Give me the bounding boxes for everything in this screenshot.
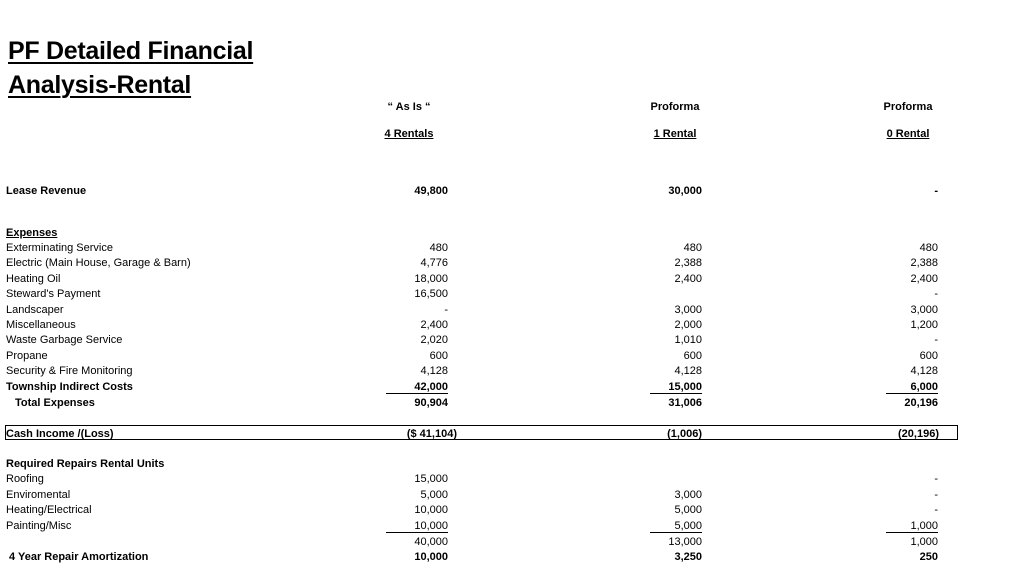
repair-row-col-2: 5,000	[674, 519, 702, 532]
column-subheader-2: 1 Rental	[653, 128, 697, 140]
amortization-col-3: 250	[919, 551, 938, 563]
underline-col-1	[386, 393, 448, 394]
repair-row-col-1: 5,000	[420, 488, 448, 501]
expense-row-col-1: 18,000	[414, 272, 448, 285]
township-label: Township Indirect Costs	[6, 380, 133, 393]
expense-row-col-2: 2,388	[674, 257, 702, 270]
cash-income-col-3: (20,196)	[898, 428, 939, 440]
repair-row-col-3: -	[934, 504, 938, 517]
total-expenses-col-2: 31,006	[668, 396, 702, 409]
expense-row-col-3: 600	[919, 349, 938, 362]
expense-row-label: Exterminating Service	[6, 242, 113, 254]
repair-row-col-3: 1,000	[910, 519, 938, 532]
repair-row-col-2: 5,000	[674, 504, 702, 517]
repairs-underline-col-2	[650, 532, 702, 533]
repair-row-col-3: -	[934, 473, 938, 485]
column-subheader-1: 4 Rentals	[384, 128, 434, 140]
underline-col-2	[650, 393, 702, 394]
expense-row-label: Miscellaneous	[6, 319, 76, 331]
repair-row-label: Painting/Misc	[6, 519, 72, 532]
repair-row-col-1: 15,000	[414, 473, 448, 485]
expense-row-col-2: 2,400	[674, 272, 702, 285]
expense-row-col-3: -	[934, 334, 938, 347]
expense-row-col-1: 4,128	[420, 365, 448, 378]
expense-row-col-3: 2,388	[910, 257, 938, 270]
expense-row-col-2: 3,000	[674, 303, 702, 316]
repairs-subtotal-col-1: 40,000	[414, 536, 448, 548]
township-col-1: 42,000	[414, 380, 448, 393]
expense-row-label: Security & Fire Monitoring	[6, 365, 133, 378]
expense-row-col-3: 2,400	[910, 272, 938, 285]
repair-row-col-1: 10,000	[414, 504, 448, 517]
cash-income-label: Cash Income /(Loss)	[6, 428, 114, 440]
expense-row-label: Steward's Payment	[6, 288, 101, 301]
amortization-label: 4 Year Repair Amortization	[9, 551, 149, 563]
repair-row-col-2: 3,000	[674, 488, 702, 501]
expense-row-col-1: 480	[429, 242, 448, 254]
page-title	[8, 34, 253, 102]
cash-income-col-2: (1,006)	[667, 428, 702, 440]
expense-row-col-3: 3,000	[910, 303, 938, 316]
lease-revenue-label: Lease Revenue	[6, 185, 87, 197]
total-expenses-col-3: 20,196	[904, 396, 938, 409]
expense-row-col-3: -	[934, 288, 938, 301]
expense-row-label: Heating Oil	[6, 272, 61, 285]
expense-row-col-2: 2,000	[674, 319, 702, 331]
repair-row-label: Enviromental	[6, 488, 71, 501]
title-line-1: PF Detailed Financial	[8, 37, 254, 65]
expense-row-col-1: -	[444, 303, 448, 316]
township-col-2: 15,000	[668, 380, 702, 393]
repairs-underline-col-1	[386, 532, 448, 533]
amortization-col-1: 10,000	[414, 551, 448, 563]
lease-revenue-col-2: 30,000	[668, 185, 702, 197]
total-expenses-label: Total Expenses	[15, 396, 95, 409]
expense-row-label: Electric (Main House, Garage & Barn)	[6, 257, 191, 270]
expense-row-label: Landscaper	[6, 303, 64, 316]
repairs-heading: Required Repairs Rental Units	[6, 458, 165, 470]
column-header-2: Proforma	[650, 101, 700, 113]
expense-row-col-1: 2,400	[420, 319, 448, 331]
repair-row-col-3: -	[934, 488, 938, 501]
expense-row-col-1: 4,776	[420, 257, 448, 270]
repairs-subtotal-col-3: 1,000	[910, 536, 938, 548]
repair-row-label: Heating/Electrical	[6, 504, 92, 517]
expense-row-col-2: 4,128	[674, 365, 702, 378]
lease-revenue-col-3: -	[934, 185, 938, 197]
expense-row-col-3: 1,200	[910, 319, 938, 331]
expense-row-col-3: 480	[919, 242, 938, 254]
column-header-1: “ As Is “	[387, 101, 431, 113]
expense-row-col-2: 600	[683, 349, 702, 362]
township-col-3: 6,000	[910, 380, 938, 393]
repairs-subtotal-col-2: 13,000	[668, 536, 702, 548]
underline-col-3	[886, 393, 938, 394]
expense-row-col-2: 1,010	[674, 334, 702, 347]
expense-row-label: Waste Garbage Service	[6, 334, 123, 347]
total-expenses-col-1: 90,904	[414, 396, 448, 409]
lease-revenue-col-1: 49,800	[414, 185, 448, 197]
cash-income-box	[5, 425, 958, 440]
expense-row-col-3: 4,128	[910, 365, 938, 378]
cash-income-col-1: ($ 41,104)	[406, 428, 457, 440]
amortization-col-2: 3,250	[674, 551, 702, 563]
expense-row-label: Propane	[6, 349, 48, 362]
expense-row-col-1: 600	[429, 349, 448, 362]
column-header-3: Proforma	[883, 101, 933, 113]
expense-row-col-1: 2,020	[420, 334, 448, 347]
expenses-heading: Expenses	[6, 227, 58, 239]
repair-row-col-1: 10,000	[414, 519, 448, 532]
title-line-2: Analysis-Rental	[8, 71, 192, 99]
repairs-underline-col-3	[886, 532, 938, 533]
expense-row-col-1: 16,500	[414, 288, 448, 301]
repair-row-label: Roofing	[6, 473, 44, 485]
column-subheader-3: 0 Rental	[886, 128, 930, 140]
expense-row-col-2: 480	[683, 242, 702, 254]
